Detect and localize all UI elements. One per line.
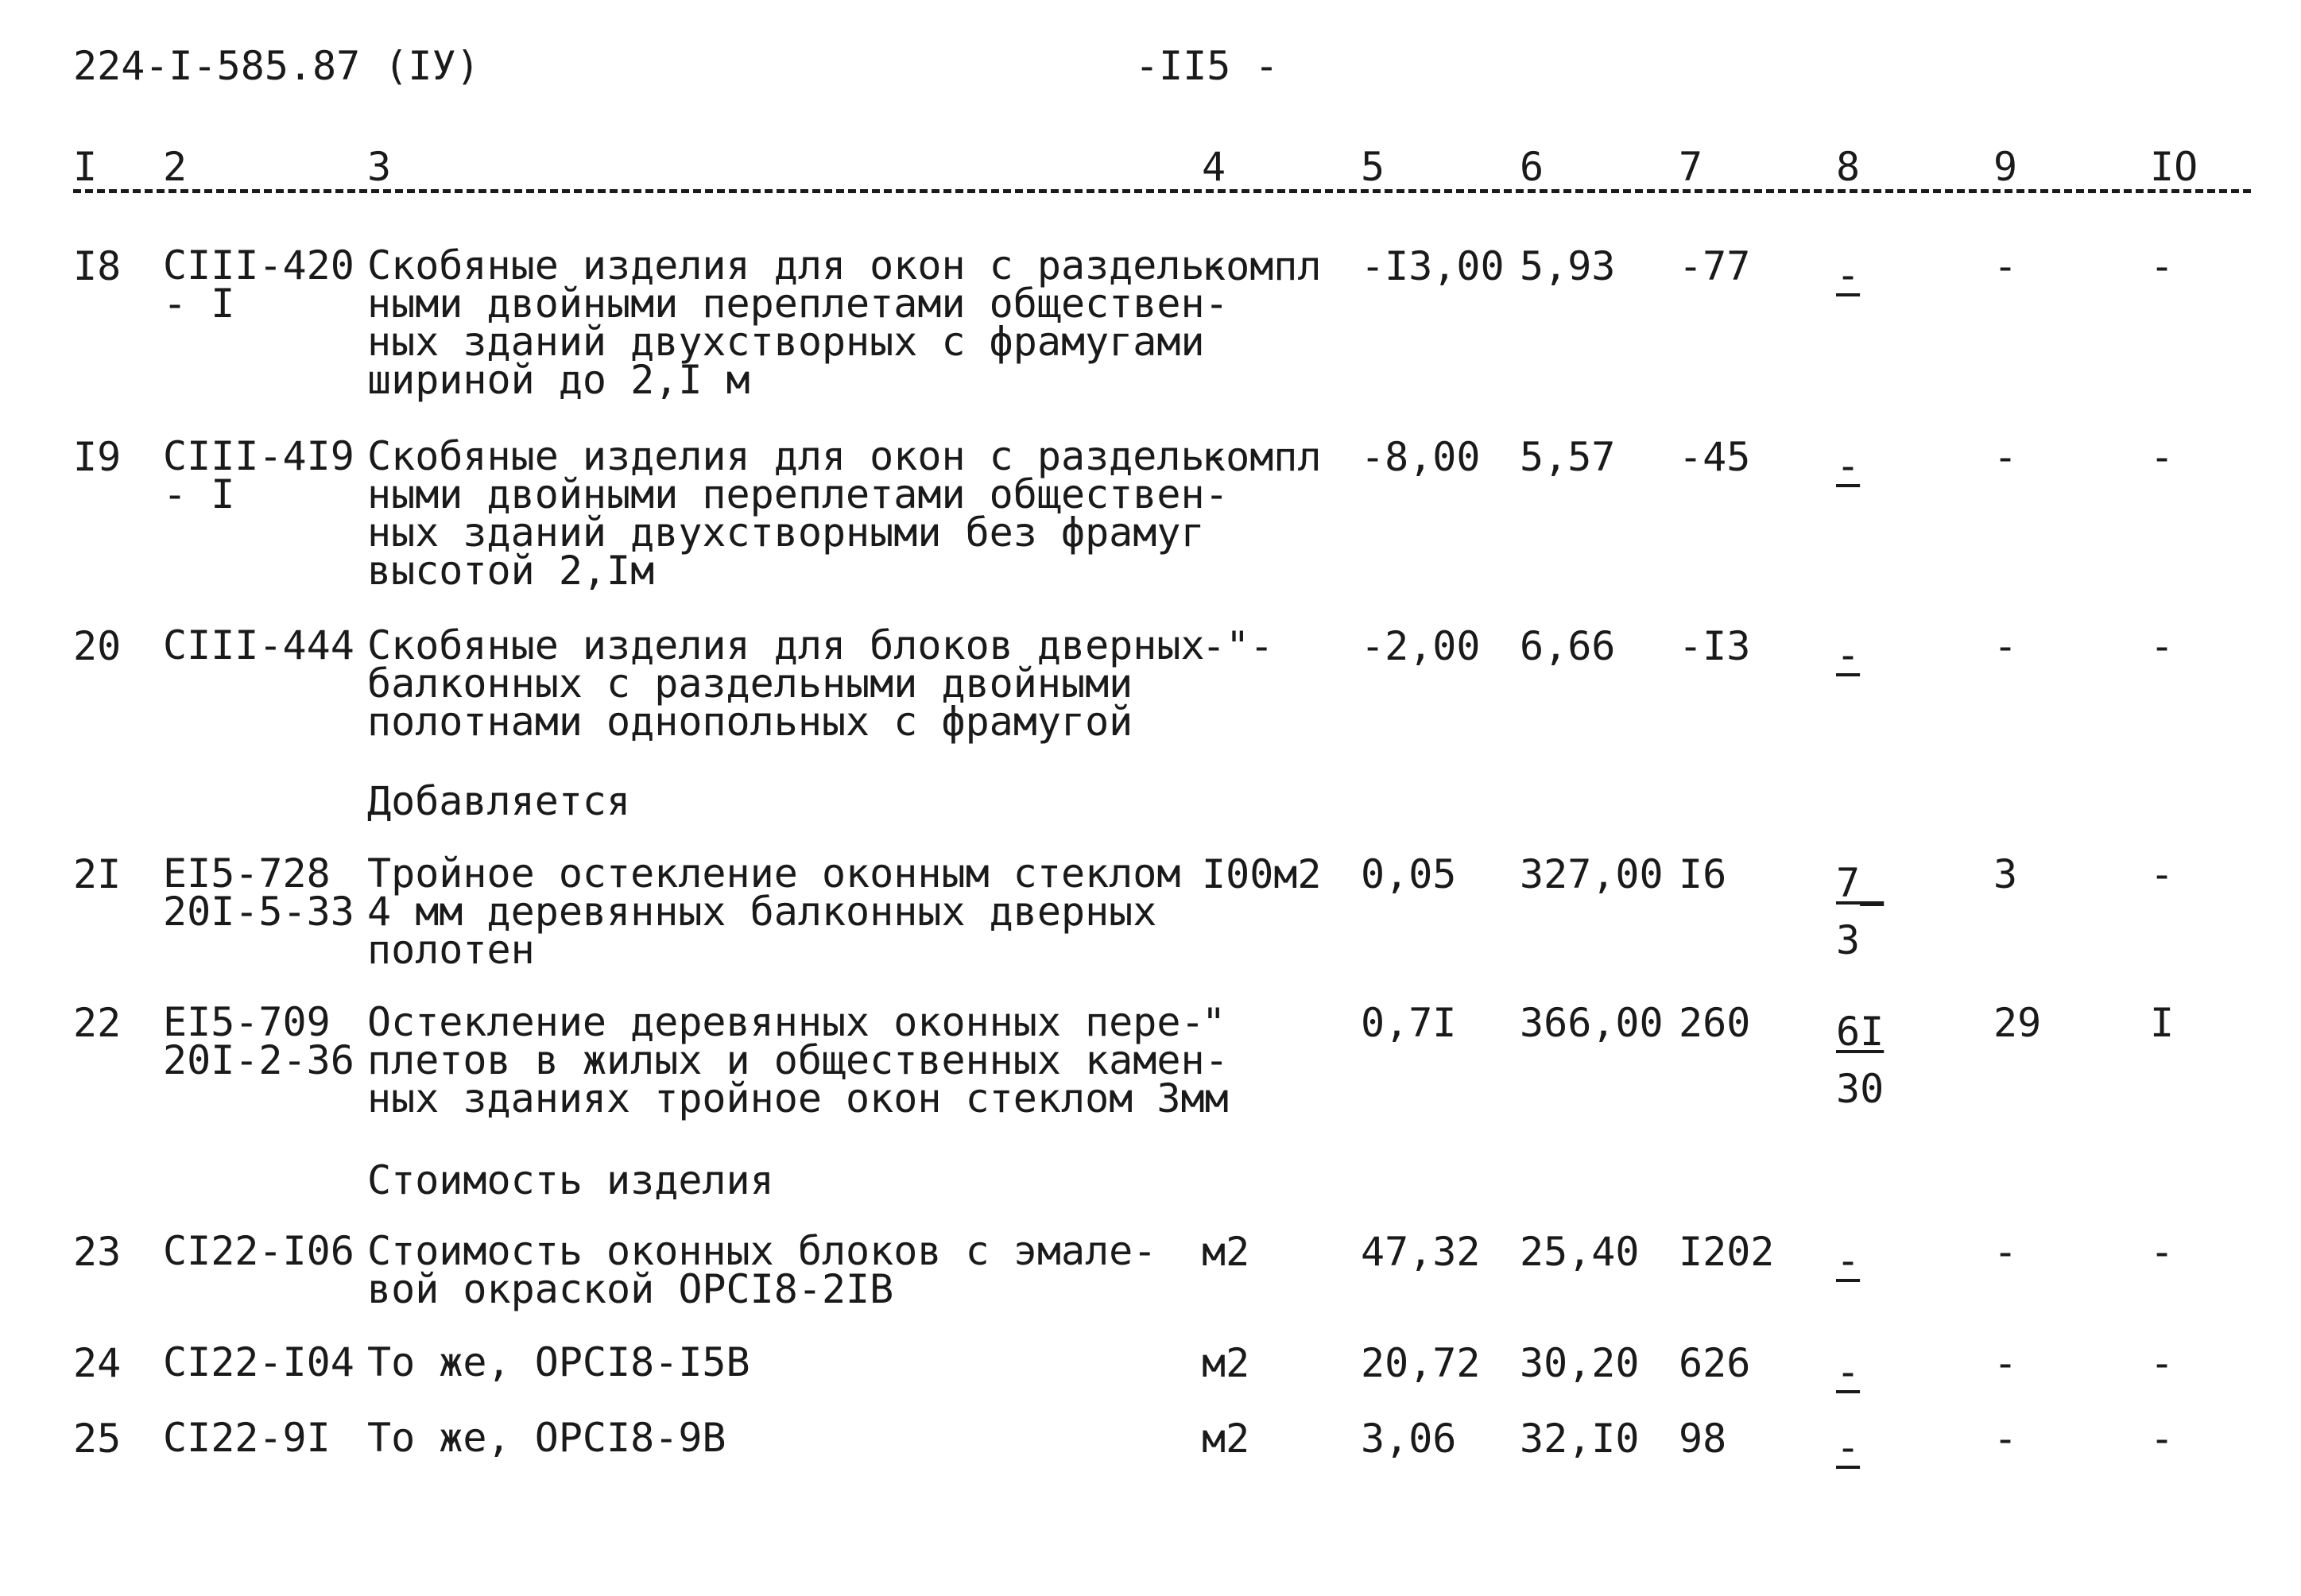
row-col10: -	[2150, 434, 2175, 480]
col8-denominator: 3	[1836, 917, 1861, 963]
row-description: Остекление деревянных оконных пере- плетов в жилых и общественных камен- ных зданиях тройное окон стеклом 3мм	[367, 999, 1229, 1121]
row-price: 32,I0	[1520, 1416, 1640, 1462]
row-number: 23	[73, 1229, 122, 1275]
col8-value: 6I	[1836, 1009, 1885, 1055]
row-total: -45	[1679, 434, 1751, 480]
row-description: Скобяные изделия для окон с раздель- ными двойными переплетами обществен- ных зданий двухстворными без фрамуг высотой 2,Iм	[367, 433, 1229, 594]
row-description: Скобяные изделия для блоков дверных балконных с раздельными двойными полотнами однопольных с фрамугой	[367, 622, 1205, 745]
col8-value: -	[1836, 1349, 1861, 1395]
row-unit: компл	[1202, 434, 1322, 480]
column-number: 8	[1836, 144, 1861, 190]
col8-value: 7_	[1836, 860, 1885, 906]
row-number: 24	[73, 1340, 122, 1386]
row-quantity: -I3,00	[1361, 243, 1505, 289]
row-col10: -	[2150, 1340, 2175, 1386]
col8-value: -	[1836, 1424, 1861, 1470]
col8-value: -	[1836, 1238, 1861, 1284]
row-price: 25,40	[1520, 1229, 1640, 1275]
row-description: То же, OPCI8-9B	[367, 1415, 726, 1461]
row-col8	[1836, 1419, 1860, 1476]
row-col10: I	[2150, 1000, 2175, 1046]
row-number: 22	[73, 1000, 122, 1046]
column-number: 5	[1361, 144, 1385, 190]
row-col10: -	[2150, 243, 2175, 289]
row-col10: -	[2150, 851, 2175, 897]
column-number: IO	[2150, 144, 2198, 190]
row-col9: -	[1993, 1340, 2018, 1386]
row-col9: -	[1993, 1229, 2018, 1275]
row-code: CIII-420 - I	[163, 242, 354, 327]
column-number: 2	[163, 144, 188, 190]
row-description: Стоимость оконных блоков с эмале- вой окраской OPCI8-2IB	[367, 1228, 1157, 1312]
row-code: CIII-4I9 - I	[163, 433, 354, 517]
row-unit: компл	[1202, 243, 1322, 289]
row-description: То же, OPCI8-I5B	[367, 1339, 750, 1385]
row-unit: м2	[1202, 1229, 1250, 1275]
row-quantity: 20,72	[1361, 1340, 1481, 1386]
row-unit: м2	[1202, 1340, 1250, 1386]
row-col8	[1836, 1232, 1860, 1289]
col8-value: -	[1836, 632, 1861, 678]
col8-value: -	[1836, 443, 1861, 489]
row-col8	[1836, 854, 1884, 969]
row-quantity: 3,06	[1361, 1416, 1457, 1462]
row-unit: -"-	[1202, 623, 1274, 669]
row-col8	[1836, 1343, 1860, 1400]
col8-denominator: 30	[1836, 1066, 1885, 1112]
document-code: 224-I-585.87 (IУ)	[73, 43, 480, 89]
row-number: I8	[73, 243, 122, 289]
column-number: 3	[367, 144, 392, 190]
row-total: 98	[1679, 1416, 1727, 1462]
row-description: Тройное остекление оконным стеклом 4 мм деревянных балконных дверных полотен	[367, 850, 1181, 973]
row-unit: "	[1202, 1000, 1226, 1046]
row-code: EI5-709 20I-2-36	[163, 999, 354, 1083]
row-col9: -	[1993, 623, 2018, 669]
row-total: I202	[1679, 1229, 1775, 1275]
column-number: I	[73, 144, 98, 190]
row-quantity: -8,00	[1361, 434, 1481, 480]
column-number: 4	[1202, 144, 1226, 190]
row-number: 2I	[73, 851, 122, 897]
row-col9: 3	[1993, 851, 2018, 897]
section-heading-added: Добавляется	[367, 778, 631, 824]
page-number: -II5 -	[1135, 43, 1279, 89]
row-code: CI22-9I	[163, 1415, 331, 1461]
row-price: 327,00	[1520, 851, 1664, 897]
row-total: -I3	[1679, 623, 1751, 669]
column-number: 9	[1993, 144, 2018, 190]
row-col9: -	[1993, 1416, 2018, 1462]
row-quantity: -2,00	[1361, 623, 1481, 669]
row-unit: м2	[1202, 1416, 1250, 1462]
row-quantity: 0,7I	[1361, 1000, 1457, 1046]
row-price: 30,20	[1520, 1340, 1640, 1386]
row-code: CI22-I04	[163, 1339, 354, 1385]
row-col8	[1836, 246, 1860, 304]
row-description: Скобяные изделия для окон с раздель- ными двойными переплетами обществен- ных зданий двухстворных с фрамугами шириной до 2,I м	[367, 242, 1229, 403]
col8-value: -	[1836, 252, 1861, 298]
row-col9: 29	[1993, 1000, 2042, 1046]
row-number: 25	[73, 1416, 122, 1462]
row-col8	[1836, 437, 1860, 494]
row-col8	[1836, 1003, 1884, 1118]
row-unit: I00м2	[1202, 851, 1322, 897]
row-price: 5,57	[1520, 434, 1616, 480]
header-dashed-rule	[73, 189, 2251, 193]
row-total: 626	[1679, 1340, 1751, 1386]
column-number: 7	[1679, 144, 1703, 190]
row-code: EI5-728 20I-5-33	[163, 850, 354, 935]
row-total: I6	[1679, 851, 1727, 897]
row-code: CI22-I06	[163, 1228, 354, 1274]
row-col8	[1836, 626, 1860, 684]
row-number: 20	[73, 623, 122, 669]
row-col10: -	[2150, 623, 2175, 669]
row-quantity: 47,32	[1361, 1229, 1481, 1275]
row-price: 6,66	[1520, 623, 1616, 669]
row-col9: -	[1993, 434, 2018, 480]
row-col9: -	[1993, 243, 2018, 289]
row-col10: -	[2150, 1416, 2175, 1462]
row-col10: -	[2150, 1229, 2175, 1275]
row-price: 366,00	[1520, 1000, 1664, 1046]
column-number: 6	[1520, 144, 1544, 190]
row-total: 260	[1679, 1000, 1751, 1046]
section-heading-cost: Стоимость изделия	[367, 1157, 774, 1203]
row-total: -77	[1679, 243, 1751, 289]
row-number: I9	[73, 434, 122, 480]
row-price: 5,93	[1520, 243, 1616, 289]
row-code: CIII-444	[163, 622, 354, 668]
row-quantity: 0,05	[1361, 851, 1457, 897]
